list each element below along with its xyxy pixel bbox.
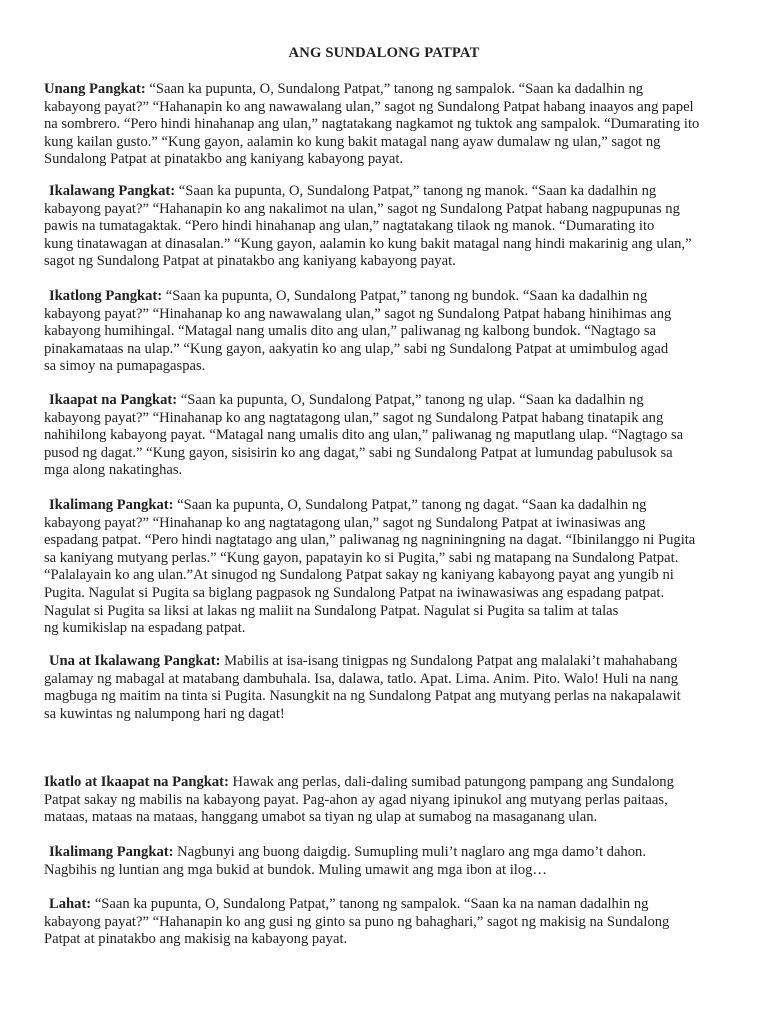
section-label: Ikalawang Pangkat: [49,183,176,199]
text-line: kung tinatawagan at dinasalan.” “Kung gayon, aalamin ko kung bakit matagal nang hindi makarinig ang ulan,” [44,235,692,252]
story-section-ikaapat-na-pangkat [44,392,734,480]
section-label: Unang Pangkat: [44,81,146,97]
story-section-ikalimang-pangkat [44,497,734,638]
text-line: “Saan ka pupunta, O, Sundalong Patpat,” tanong ng bundok. “Saan ka dadalhin ng [162,288,648,304]
text-line: “Saan ka pupunta, O, Sundalong Patpat,” tanong ng sampalok. “Saan ka na naman dadalhin ng [91,896,649,912]
section-first-line [44,81,734,99]
section-first-line [44,844,734,862]
text-line: mga along nakatinghas. [44,462,183,479]
story-section-ikalawang-pangkat [44,183,734,271]
section-label: Una at Ikalawang Pangkat: [49,653,221,669]
text-line: Patpat at pinatakbo ang makisig na kabayong payat. [44,931,348,948]
section-first-line [44,653,734,671]
text-line: “Saan ka pupunta, O, Sundalong Patpat,” tanong ng ulap. “Saan ka dadalhin ng [177,392,644,408]
section-first-line [44,183,734,201]
text-line: “Saan ka pupunta, O, Sundalong Patpat,” tanong ng dagat. “Saan ka dadalhin ng [173,497,647,513]
text-line: sagot ng Sundalong Patpat at pinatakbo ang kaniyang kabayong payat. [44,253,456,270]
text-line: Nagbihis ng luntian ang mga bukid at bundok. Muling umawit ang mga ibon at ilog… [44,861,548,878]
text-line: kabayong payat?” “Hinahanap ko ang nawawalang ulan,” sagot ng Sundalong Patpat habang hinihimas ang [44,305,672,322]
text-line: Patpat sakay ng mabilis na kabayong payat. Pag-ahon ay agad niyang ipinukol ang mutyang perlas paitaas, [44,791,668,808]
text-line: “Saan ka pupunta, O, Sundalong Patpat,” tanong ng manok. “Saan ka dadalhin ng [175,183,657,199]
text-line: na sombrero. “Pero hindi hinahanap ang ulan,” nagtatakang nagkamot ng tuktok ang sampalok. “Dumarating ito [44,116,700,133]
section-first-line [44,497,734,515]
text-line: mataas, mataas na mataas, hanggang umabot sa tiyan ng ulap at sumabog na masaganang ulan. [44,809,598,826]
text-line: Nagulat si Pugita sa liksi at lakas ng maliit na Sundalong Patpat. Nagulat si Pugita sa talim at talas [44,602,619,619]
text-line: nahihilong kabayong payat. “Matagal nang umalis dito ang ulan,” paliwanag ng maputlang ulap. “Nagtago sa [44,427,684,444]
section-label: Ikatlong Pangkat: [49,288,163,304]
text-line: sa kuwintas ng nalumpong hari ng dagat! [44,705,285,722]
section-first-line [44,392,734,410]
section-first-line [44,288,734,306]
section-first-line [44,774,734,792]
text-line: kabayong payat?” “Hinahanap ko ang nagtatagong ulan,” sagot ng Sundalong Patpat habang tinatapik ang [44,409,664,426]
text-line: Hawak ang perlas, dali-daling sumibad patungong pampang ang Sundalong [228,774,674,790]
text-line: Sundalong Patpat at pinatakbo ang kaniyang kabayong payat. [44,151,404,168]
text-line: Mabilis at isa-isang tinigpas ng Sundalong Patpat ang malalaki’t mahahabang [220,653,678,669]
text-line: galamay ng mabagal at matabang dambuhala. Isa, dalawa, tatlo. Apat. Lima. Anim. Pito. Walo! Huli na nang [44,670,679,687]
text-line: ng kumikislap na espadang patpat. [44,620,246,637]
story-section-lahat [44,896,734,949]
story-section-ikalimang-pangkat-wakas [44,844,734,879]
document-title: ANG SUNDALONG PATPAT [288,45,480,61]
text-line: kabayong payat?” “Hahanapin ko ang gusi ng ginto sa puno ng bahaghari,” sagot ng makisig na Sundalong [44,913,670,930]
text-line: pinakamataas na ulap.” “Kung gayon, aakyatin ko ang ulap,” sabi ng Sundalong Patpat at umimbulog agad [44,340,669,357]
text-line: Nagbunyi ang buong daigdig. Sumupling muli’t naglaro ang mga damo’t dahon. [173,844,646,860]
text-line: kabayong payat?” “Hahanapin ko ang nakalimot na ulan,” sagot ng Sundalong Patpat habang nagpupunas ng [44,200,680,217]
story-section-ikatlo-at-ikaapat-na-pangkat [44,774,734,827]
text-line: pawis na tumatagaktak. “Pero hindi hinahanap ang ulan,” nagtatakang tilaok ng manok. “Dumarating ito [44,218,655,235]
text-line: kabayong humihingal. “Matagal nang umalis dito ang ulan,” paliwanag ng kalbong bundok. “Nagtago sa [44,323,656,340]
section-label: Ikatlo at Ikaapat na Pangkat: [44,774,229,790]
section-label: Ikalimang Pangkat: [49,497,174,513]
text-line: pusod ng dagat.” “Kung gayon, sisisirin ko ang dagat,” sabi ng Sundalong Patpat at lumundag pabulusok sa [44,444,673,461]
section-label: Lahat: [49,896,92,912]
text-line: sa kaniyang mutyang perlas.” “Kung gayon, papatayin ko si Pugita,” sabi ng matapang na Sundalong Patpat. [44,549,679,566]
text-line: magbuga ng maitim na tinta si Pugita. Nasungkit na ng Sundalong Patpat ang mutyang perlas na nakapalawit [44,688,681,705]
text-line: sa simoy na pumapagaspas. [44,358,206,375]
section-label: Ikalimang Pangkat: [49,844,174,860]
text-line: kabayong payat?” “Hinahanap ko ang nagtatagong ulan,” sagot ng Sundalong Patpat at iwinasiwas ang [44,514,646,531]
text-line: “Saan ka pupunta, O, Sundalong Patpat,” tanong ng sampalok. “Saan ka dadalhin ng [145,81,644,97]
section-label: Ikaapat na Pangkat: [49,392,178,408]
text-line: espadang patpat. “Pero hindi nagtatago ang ulan,” paliwanag ng nagniningning na dagat. “Ibinilanggo ni Pugita [44,532,696,549]
story-section-una-at-ikalawang-pangkat [44,653,734,723]
text-line: Pugita. Nagulat si Pugita sa biglang pagpasok ng Sundalong Patpat na iwinawasiwas ang espadang patpat. [44,584,665,601]
story-section-ikatlong-pangkat [44,288,734,376]
text-line: kung kailan gusto.” “Kung gayon, aalamin ko kung bakit matagal nang ayaw dumalaw ng ulan,” sagot ng [44,133,661,150]
story-section-unang-pangkat [44,81,734,169]
text-line: “Palalayain ko ang ulan.”At sinugod ng Sundalong Patpat sakay ng kaniyang kabayong payat ang yungib ni [44,567,674,584]
text-line: kabayong payat?” “Hahanapin ko ang nawawalang ulan,” sagot ng Sundalong Patpat habang inaayos ang papel [44,98,694,115]
section-first-line [44,896,734,914]
